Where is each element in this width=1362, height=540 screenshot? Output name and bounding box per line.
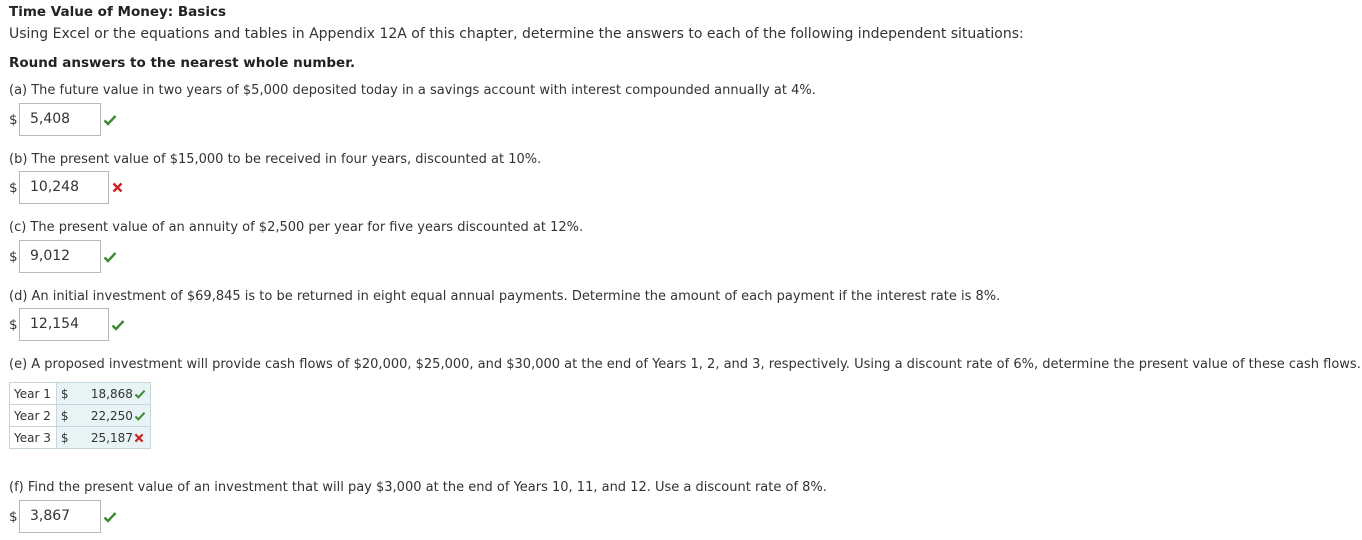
- question-b-dollar-sign: $: [9, 180, 18, 196]
- question-c-answer-input[interactable]: 9,012: [19, 240, 101, 273]
- check-icon: [103, 251, 117, 263]
- rounding-note: Round answers to the nearest whole number.: [9, 55, 356, 71]
- instructions-text: Using Excel or the equations and tables in Appendix 12A of this chapter, determine the answers to each of the following independent situations:: [9, 26, 1024, 42]
- cash-flow-value: 25,187: [90, 430, 133, 445]
- question-f-dollar-sign: $: [9, 509, 18, 525]
- year-2-answer-input[interactable]: [56, 405, 150, 427]
- question-a-dollar-sign: $: [9, 112, 18, 128]
- check-icon: [103, 114, 117, 126]
- question-c-prompt: (c) The present value of an annuity of $2,500 per year for five years discounted at 12%.: [9, 220, 584, 235]
- cash-flow-table: [9, 382, 151, 449]
- check-icon: [103, 511, 117, 523]
- question-a-prompt: (a) The future value in two years of $5,000 deposited today in a savings account with interest compounded annually at 4%.: [9, 83, 816, 98]
- question-d-prompt: (d) An initial investment of $69,845 is to be returned in eight equal annual payments. Determine the amount of each payment if the interest rate is 8%.: [9, 289, 1001, 304]
- x-icon: [134, 433, 146, 443]
- question-b-prompt: (b) The present value of $15,000 to be received in four years, discounted at 10%.: [9, 152, 542, 167]
- question-a-answer-input[interactable]: 5,408: [19, 103, 101, 136]
- question-c-dollar-sign: $: [9, 249, 18, 265]
- dollar-sign: $: [60, 408, 69, 423]
- year-3-answer-input[interactable]: [56, 427, 150, 449]
- question-f-answer-input[interactable]: 3,867: [19, 500, 101, 533]
- question-f-prompt: (f) Find the present value of an investment that will pay $3,000 at the end of Years 10, 11, and 12. Use a discount rate of 8%.: [9, 480, 827, 495]
- year-label: Year 2: [10, 405, 57, 427]
- table-row: [10, 427, 151, 449]
- table-row: [10, 405, 151, 427]
- question-b-answer-input[interactable]: 10,248: [19, 171, 109, 204]
- year-1-answer-input[interactable]: [56, 383, 150, 405]
- check-icon: [134, 411, 146, 421]
- page-title: Time Value of Money: Basics: [9, 4, 226, 20]
- cash-flow-value: 22,250: [90, 408, 133, 423]
- x-icon: [112, 182, 123, 193]
- table-row: [10, 383, 151, 405]
- question-e-prompt: (e) A proposed investment will provide cash flows of $20,000, $25,000, and $30,000 at the end of Years 1, 2, and 3, respectively. Using a discount rate of 6%, determine the present value of these cash flows.: [9, 357, 1361, 372]
- check-icon: [111, 319, 125, 331]
- year-label: Year 1: [10, 383, 57, 405]
- cash-flow-value: 18,868: [90, 386, 133, 401]
- question-d-answer-input[interactable]: 12,154: [19, 308, 109, 341]
- dollar-sign: $: [60, 430, 69, 445]
- check-icon: [134, 389, 146, 399]
- question-d-dollar-sign: $: [9, 317, 18, 333]
- year-label: Year 3: [10, 427, 57, 449]
- dollar-sign: $: [60, 386, 69, 401]
